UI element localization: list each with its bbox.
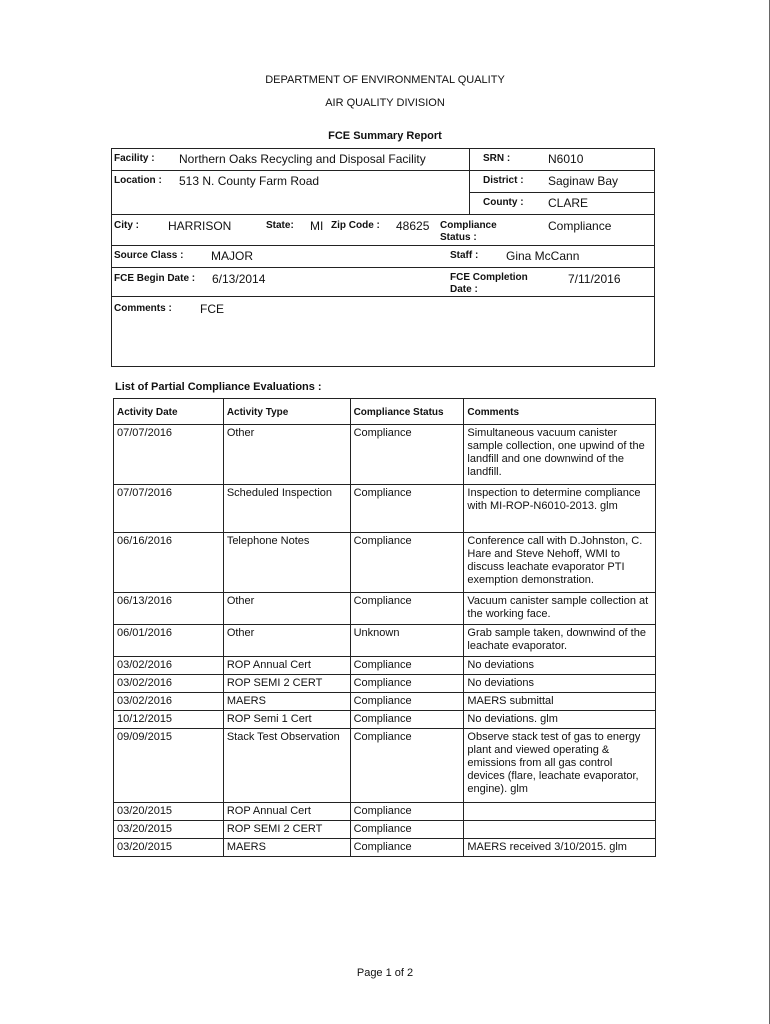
compliance-status-cell: Compliance [350, 675, 464, 693]
zip-label: Zip Code : [331, 220, 380, 231]
comments-cell: No deviations [464, 675, 656, 693]
activity-type-cell: MAERS [223, 693, 350, 711]
zip-value: 48625 [396, 219, 430, 233]
state-value: MI [310, 219, 324, 233]
activity-date-cell: 06/13/2016 [114, 593, 224, 625]
fce-completion-label: FCE Completion [450, 272, 528, 283]
location-label: Location : [114, 175, 162, 186]
source-class-value: MAJOR [211, 249, 253, 263]
compliance-status-cell: Compliance [350, 803, 464, 821]
activity-date-cell: 03/20/2015 [114, 803, 224, 821]
comments-cell: MAERS submittal [464, 693, 656, 711]
row-divider [111, 214, 655, 215]
activity-type-cell: Scheduled Inspection [223, 485, 350, 533]
comments-cell: No deviations [464, 657, 656, 675]
compliance-status-cell: Unknown [350, 625, 464, 657]
activity-type-cell: Stack Test Observation [223, 729, 350, 803]
activity-date-cell: 03/02/2016 [114, 657, 224, 675]
county-label: County : [483, 197, 524, 208]
county-value: CLARE [548, 196, 589, 210]
table-row [114, 675, 656, 693]
compliance-status-cell: Compliance [350, 693, 464, 711]
city-label: City : [114, 220, 139, 231]
comments-cell: Grab sample taken, downwind of the leachate evaporator. [464, 625, 656, 657]
activity-date-cell: 10/12/2015 [114, 711, 224, 729]
srn-value: N6010 [548, 152, 584, 166]
activity-type-cell: ROP SEMI 2 CERT [223, 675, 350, 693]
table-row [114, 729, 656, 803]
page-number: Page 1 of 2 [356, 967, 414, 979]
activity-date-cell: 03/02/2016 [114, 693, 224, 711]
row-divider [111, 296, 655, 297]
district-label: District : [483, 175, 524, 186]
activity-type-cell: Telephone Notes [223, 533, 350, 593]
table-row [114, 533, 656, 593]
facility-label: Facility : [114, 153, 155, 164]
comments-cell [464, 821, 656, 839]
pce-table [113, 398, 656, 857]
activity-type-cell: ROP Annual Cert [223, 803, 350, 821]
source-class-label: Source Class : [114, 250, 184, 261]
compliance-status-cell: Compliance [350, 593, 464, 625]
activity-date-cell: 06/16/2016 [114, 533, 224, 593]
activity-date-cell: 03/02/2016 [114, 675, 224, 693]
pce-table-header-row [114, 399, 656, 425]
compliance-status-cell: Compliance [350, 425, 464, 485]
compliance-status-cell: Compliance [350, 839, 464, 857]
city-value: HARRISON [168, 219, 232, 233]
table-row [114, 803, 656, 821]
table-row [114, 425, 656, 485]
table-row [114, 625, 656, 657]
comments-cell: Vacuum canister sample collection at the working face. [464, 593, 656, 625]
fce-begin-value: 6/13/2014 [212, 272, 266, 286]
comments-label: Comments : [114, 303, 172, 314]
activity-date-cell: 07/07/2016 [114, 425, 224, 485]
fce-begin-label: FCE Begin Date : [114, 273, 196, 284]
staff-label: Staff : [450, 250, 479, 261]
comments-cell: Simultaneous vacuum canister sample collection, one upwind of the landfill and one downwind of the landfill. [464, 425, 656, 485]
state-label: State: [266, 220, 294, 231]
comments-cell: Inspection to determine compliance with MI-ROP-N6010-2013. glm [464, 485, 656, 533]
compliance-status-cell: Compliance [350, 485, 464, 533]
row-divider [111, 170, 655, 171]
table-row [114, 839, 656, 857]
comments-value: FCE [200, 302, 224, 316]
header-comments: Comments [464, 399, 656, 425]
table-row [114, 821, 656, 839]
header-activity-type: Activity Type [223, 399, 350, 425]
activity-type-cell: ROP SEMI 2 CERT [223, 821, 350, 839]
activity-type-cell: Other [223, 425, 350, 485]
activity-type-cell: ROP Semi 1 Cert [223, 711, 350, 729]
activity-date-cell: 03/20/2015 [114, 821, 224, 839]
srn-label: SRN : [483, 153, 511, 164]
comments-cell: Observe stack test of gas to energy plant and viewed operating & emissions from all gas control devices (flare, leachate evaporator, engine). glm [464, 729, 656, 803]
activity-date-cell: 07/07/2016 [114, 485, 224, 533]
comments-cell: MAERS received 3/10/2015. glm [464, 839, 656, 857]
report-title: FCE Summary Report [328, 130, 442, 142]
staff-value: Gina McCann [506, 249, 580, 263]
activity-date-cell: 06/01/2016 [114, 625, 224, 657]
table-row [114, 711, 656, 729]
row-divider [111, 366, 655, 367]
row-divider [111, 245, 655, 246]
header-compliance-status: Compliance Status [350, 399, 464, 425]
compliance-status-cell: Compliance [350, 729, 464, 803]
activity-type-cell: MAERS [223, 839, 350, 857]
activity-type-cell: ROP Annual Cert [223, 657, 350, 675]
compliance-status-cell: Compliance [350, 533, 464, 593]
activity-date-cell: 03/20/2015 [114, 839, 224, 857]
fce-completion-label-2: Date : [450, 284, 478, 295]
facility-value: Northern Oaks Recycling and Disposal Facility [179, 152, 426, 166]
table-row [114, 485, 656, 533]
location-value: 513 N. County Farm Road [179, 174, 320, 188]
header-activity-date: Activity Date [114, 399, 224, 425]
table-row [114, 593, 656, 625]
district-value: Saginaw Bay [548, 174, 619, 188]
comments-cell: No deviations. glm [464, 711, 656, 729]
activity-date-cell: 09/09/2015 [114, 729, 224, 803]
activity-type-cell: Other [223, 593, 350, 625]
column-divider [469, 148, 470, 214]
comments-cell [464, 803, 656, 821]
row-divider [469, 192, 655, 193]
compliance-status-value: Compliance [548, 219, 612, 233]
activity-type-cell: Other [223, 625, 350, 657]
fce-completion-value: 7/11/2016 [568, 272, 621, 286]
comments-cell: Conference call with D.Johnston, C. Hare and Steve Nehoff, WMI to discuss leachate evaporator PTI exemption demonstration. [464, 533, 656, 593]
division-heading: AIR QUALITY DIVISION [325, 97, 445, 109]
compliance-status-label-2: Status : [440, 232, 477, 243]
compliance-status-cell: Compliance [350, 657, 464, 675]
department-heading: DEPARTMENT OF ENVIRONMENTAL QUALITY [265, 74, 505, 86]
compliance-status-cell: Compliance [350, 821, 464, 839]
table-row [114, 693, 656, 711]
table-row [114, 657, 656, 675]
pce-list-title: List of Partial Compliance Evaluations : [115, 381, 322, 393]
compliance-status-label: Compliance [440, 220, 497, 231]
row-divider [111, 267, 655, 268]
compliance-status-cell: Compliance [350, 711, 464, 729]
